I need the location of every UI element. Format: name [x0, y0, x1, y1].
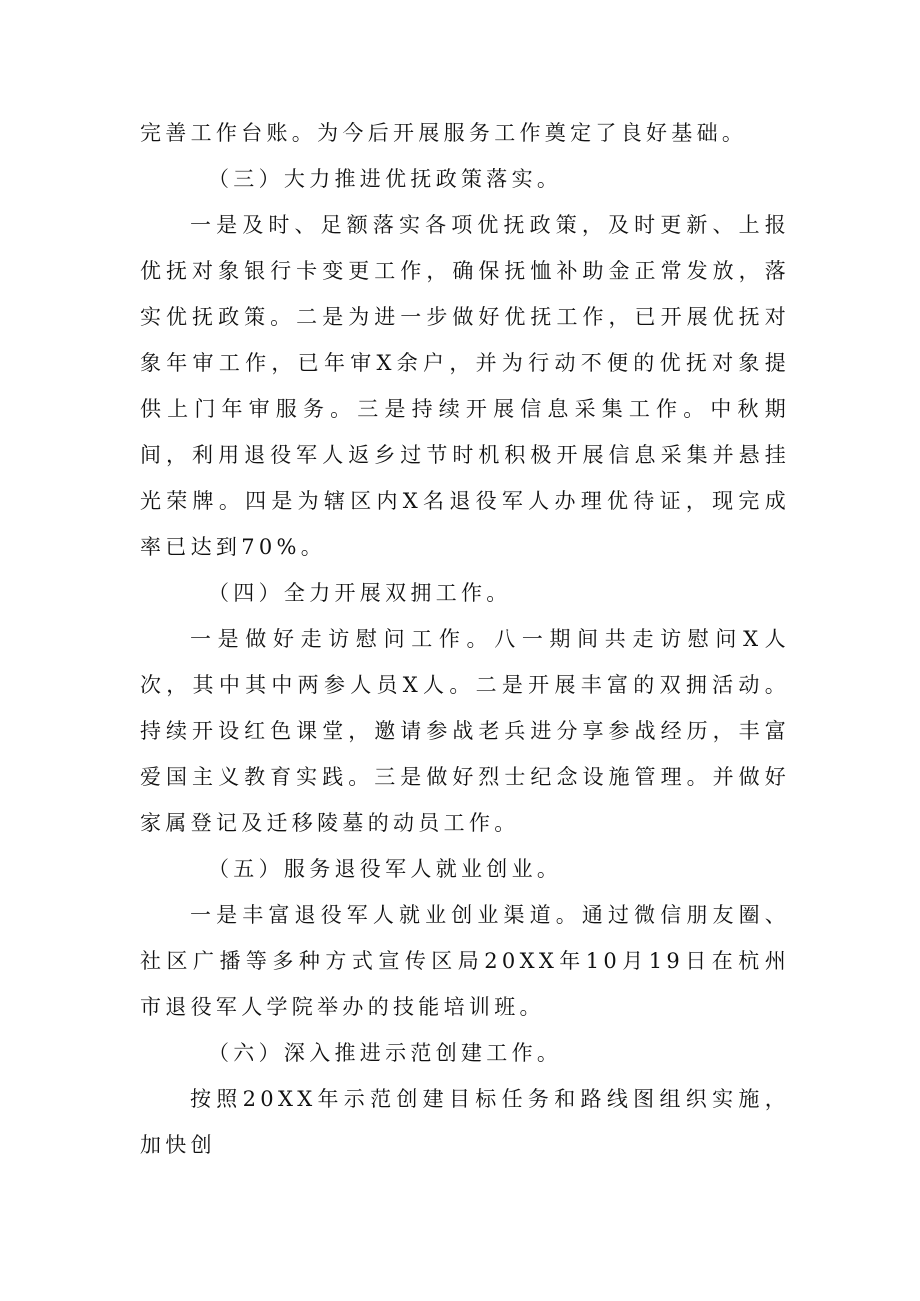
section-heading-4: （四）全力开展双拥工作。: [208, 581, 512, 605]
paragraph-demonstration: 按照20XX年示范创建目标任务和路线图组织实施，加快创: [140, 1087, 790, 1157]
section-heading-6: （六）深入推进示范创建工作。: [208, 1041, 563, 1065]
paragraph-employment: 一是丰富退役军人就业创业渠道。通过微信朋友圈、社区广播等多种方式宣传区局20XX年10月19日在杭州市退役军人学院举办的技能培训班。: [140, 903, 790, 1019]
section-heading-5: （五）服务退役军人就业创业。: [208, 857, 563, 881]
paragraph-double-support: 一是做好走访慰问工作。八一期间共走访慰问X人次，其中其中两参人员X人。二是开展丰富的双拥活动。持续开设红色课堂，邀请参战老兵进分享参战经历，丰富爱国主义教育实践。三是做好烈士纪念设施管理。并做好家属登记及迁移陵墓的动员工作。: [140, 627, 790, 835]
paragraph-preferential-policy: 一是及时、足额落实各项优抚政策，及时更新、上报优抚对象银行卡变更工作，确保抚恤补助金正常发放，落实优抚政策。二是为进一步做好优抚工作，已开展优抚对象年审工作，已年审X余户，并为行动不便的优抚对象提供上门年审服务。三是持续开展信息采集工作。中秋期间，利用退役军人返乡过节时机积极开展信息采集并悬挂光荣牌。四是为辖区内X名退役军人办理优待证，现完成率已达到70%。: [140, 213, 790, 559]
document-body: [140, 110, 790, 1168]
section-heading-3: （三）大力推进优抚政策落实。: [208, 167, 563, 191]
paragraph-continuation: 完善工作台账。为今后开展服务工作奠定了良好基础。: [140, 121, 748, 145]
